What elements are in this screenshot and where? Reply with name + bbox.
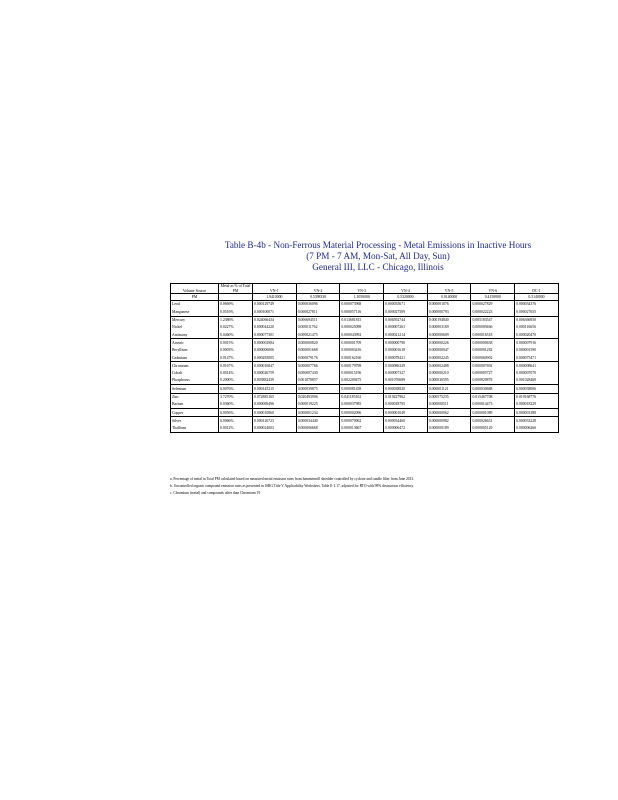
pm-value: 1.9410000	[253, 294, 297, 301]
emission-value: 0.000026631	[471, 417, 515, 425]
metal-name: Cobalt	[172, 371, 183, 376]
metal-pct: 0.2000%	[219, 377, 253, 385]
pm-value: 0.5140000	[515, 294, 559, 301]
emission-value: 0.000019225	[296, 401, 340, 409]
metal-name: Arsenic	[171, 339, 219, 347]
metal-name: Chromium	[171, 362, 219, 370]
metal-pct: 0.0516%	[219, 308, 253, 316]
emission-value: 0.000007430	[296, 370, 340, 377]
table-row	[171, 425, 559, 433]
table-row	[171, 393, 559, 401]
emission-value: 0.000021475	[296, 331, 340, 339]
pm-value: 0.0140000	[427, 294, 471, 301]
emission-value: 0.000100071	[253, 308, 297, 316]
metal-pct: 0.0066%	[219, 417, 253, 425]
header-source: VN-1	[253, 284, 297, 294]
emission-value: 0.000001388	[515, 409, 559, 417]
emission-value: 0.006592744	[384, 316, 428, 324]
emission-value: 0.000000982	[427, 417, 471, 425]
emission-value: 0.000015196	[340, 370, 384, 377]
emission-value: 0.000000609	[427, 331, 471, 339]
metal-pct: 0.0227%	[219, 324, 253, 331]
metal-name: Mercury	[171, 316, 219, 324]
emission-value: 0.000010860	[253, 409, 297, 417]
emission-value: 0.019427962	[384, 393, 428, 401]
emission-value: 0.000002488	[427, 362, 471, 370]
emission-value: 0.000014473	[471, 401, 515, 409]
emission-value: 0.000007692	[471, 362, 515, 370]
table-row	[171, 370, 559, 377]
table-row	[171, 316, 559, 324]
emission-value: 0.000027655	[515, 308, 559, 316]
metal-name: Antimony	[172, 332, 188, 337]
emission-value: 0.000001076	[427, 301, 471, 309]
emission-value: 0.000011762	[296, 324, 340, 331]
emission-value: 0.001076689	[384, 377, 428, 385]
emission-value: 0.000018229	[515, 401, 559, 409]
emission-value: 0.000039875	[296, 385, 340, 393]
table-title-block	[160, 240, 596, 273]
note-a: a. Percentage of metal in Total PM calculated based on measured metal emission rates from hammermill shredder controlled by cyclone and candle filter from June 2013.	[170, 477, 415, 481]
emission-value: 0.000043992	[340, 331, 384, 339]
emission-value: 0.000000210	[427, 370, 471, 377]
metal-pct: 0.0003%	[219, 347, 253, 354]
emission-value: 0.000006472	[384, 425, 428, 433]
emission-value: 0.000034440	[296, 417, 340, 425]
table-row	[171, 409, 559, 417]
emission-value: 0.000024003	[253, 425, 297, 433]
header-source: DC-1	[515, 284, 559, 294]
emission-value: 0.000007261	[384, 324, 428, 331]
emission-value: 0.000038820	[384, 385, 428, 393]
table-row	[171, 347, 559, 354]
emission-value: 0.000285005	[253, 354, 297, 362]
emission-value: 0.000829878	[471, 377, 515, 385]
header-source: VN-2	[296, 284, 340, 294]
metal-name: Lead	[171, 301, 219, 309]
emission-value: 0.000034376	[515, 301, 559, 309]
emission-value: 0.024066434	[253, 316, 297, 324]
emission-value: 0.000027829	[471, 301, 515, 309]
header-volume-source: Volume Source	[182, 288, 207, 293]
emission-value: 0.006694511	[296, 316, 340, 324]
emission-value: 0.000007327	[384, 370, 428, 377]
emission-value: 0.000057116	[340, 308, 384, 316]
table-row	[171, 339, 559, 347]
pm-value: 1.1050000	[340, 294, 384, 301]
emission-value: 0.000000790	[384, 339, 428, 347]
emission-value: 0.001028469	[515, 377, 559, 385]
pm-value: 0.4150000	[471, 294, 515, 301]
table-row	[171, 385, 559, 393]
emission-value: 0.000027509	[384, 308, 428, 316]
emission-value: 0.000027811	[296, 308, 340, 316]
metal-pct: 0.0076%	[219, 385, 253, 393]
emission-value: 0.000000793	[427, 308, 471, 316]
emission-value: 0.000038006	[515, 385, 559, 393]
metal-pct: 0.0669%	[219, 301, 253, 309]
emission-value: 0.000005727	[471, 370, 515, 377]
emission-value: 0.001078857	[296, 377, 340, 385]
emission-value: 0.000022223	[471, 308, 515, 316]
emission-value: 0.000079176	[296, 354, 340, 362]
metal-pct: 0.0460%	[219, 331, 253, 339]
metal-pct: 0.0014%	[219, 370, 253, 377]
metal-pct: 0.0167%	[219, 362, 253, 370]
emission-value: 0.000162160	[340, 354, 384, 362]
emission-value: 0.041185102	[340, 393, 384, 401]
table-subtitle-hours: (7 PM - 7 AM, Mon-Sat, All Day, Sun)	[306, 251, 450, 261]
metal-name: Cadmium	[172, 355, 187, 360]
emission-value: 0.015467708	[471, 393, 515, 401]
emission-value: 0.000044220	[253, 324, 297, 331]
emission-value: 0.000020470	[515, 331, 559, 339]
pm-row-label: PM	[171, 294, 219, 301]
table-row	[171, 308, 559, 316]
table-row	[171, 401, 559, 409]
header-source: VN-4	[384, 284, 428, 294]
emission-value: 0.000021214	[384, 331, 428, 339]
metal-pct: 3.7270%	[219, 393, 253, 401]
emission-value: 0.000002096	[340, 409, 384, 417]
emission-value: 0.000007070	[515, 370, 559, 377]
metal-pct: 0.0056%	[219, 409, 253, 417]
metal-name: Phosphorus	[172, 378, 190, 383]
emission-value: 0.000000189	[427, 425, 471, 433]
metal-name: Nickel	[172, 325, 183, 330]
metal-name: Beryllium	[172, 348, 188, 353]
emission-value: 0.005183547	[471, 316, 515, 324]
table-subtitle-facility: General III, LLC - Chicago, Illinois	[312, 262, 444, 272]
emission-value: 0.000035671	[384, 301, 428, 309]
metal-name: Manganese	[172, 309, 190, 314]
emission-value: 0.000013667	[340, 425, 384, 433]
metal-pct: 0.0015%	[219, 339, 253, 347]
table-body	[171, 301, 559, 433]
table-row	[171, 377, 559, 385]
header-source: VN-5	[427, 284, 471, 294]
emission-value: 0.020493906	[296, 393, 340, 401]
emission-value: 0.000000820	[296, 339, 340, 347]
emission-value: 0.000001709	[340, 339, 384, 347]
pm-value: 0.5320000	[384, 294, 428, 301]
emission-value: 0.000036096	[296, 301, 340, 309]
header-source: VN-6	[471, 284, 515, 294]
emission-value: 0.000007766	[296, 362, 340, 370]
emission-value: 0.000073968	[340, 301, 384, 309]
table-row	[171, 324, 559, 331]
emission-value: 0.000037985	[340, 401, 384, 409]
emission-value: 0.000006266	[515, 425, 559, 433]
metal-pct: 1.2386%	[219, 316, 253, 324]
emission-value: 0.072885165	[253, 393, 297, 401]
emission-value: 0.000026759	[253, 370, 297, 377]
table-row	[171, 331, 559, 339]
table-row	[171, 417, 559, 425]
emission-value: 0.000003416	[340, 347, 384, 354]
pm-value: 0.5398330	[296, 294, 340, 301]
pm-row-pct	[219, 294, 253, 301]
emission-value: 0.000001618	[384, 347, 428, 354]
emission-value: 0.000033228	[515, 417, 559, 425]
emission-value: 0.000005129	[471, 425, 515, 433]
emission-value: 0.000016847	[253, 362, 297, 370]
note-c: c. Chromium (metal) and compounds other than Chromium VI	[170, 491, 261, 496]
emission-value: 0.000126723	[253, 417, 297, 425]
emission-value: 0.000075471	[515, 354, 559, 362]
emission-value: 0.000003169	[427, 324, 471, 331]
emission-value: 0.000081458	[340, 385, 384, 393]
metal-pct: 0.0147%	[219, 354, 253, 362]
emissions-table-container	[170, 283, 558, 433]
emission-value: 0.000001282	[471, 347, 515, 354]
emission-value: 0.000078421	[384, 354, 428, 362]
emission-value: 0.000016518	[471, 331, 515, 339]
emission-value: 0.000006006	[253, 347, 297, 354]
metal-name: Selenium	[171, 385, 219, 393]
table-row	[171, 301, 559, 309]
emission-value: 0.000001668	[296, 347, 340, 354]
emission-value: 0.000009466	[471, 324, 515, 331]
emission-value: 0.000000226	[427, 339, 471, 347]
emission-value: 0.006366950	[515, 316, 559, 324]
header-metal-pct: Metal as % of Total PM	[219, 284, 253, 294]
emission-value: 0.000034460	[384, 417, 428, 425]
header-source: VN-3	[340, 284, 384, 294]
emission-value: 0.000018795	[384, 401, 428, 409]
emission-value: 0.000000638	[471, 339, 515, 347]
note-b: b. Uncontrolled organic compound emission rates as presented in ISRG Title V Applicability Worksheet, Table E-1.17, adjusted for RTO with 98% destruction efficiency.	[170, 484, 414, 489]
emission-value: 0.000194840	[427, 316, 471, 324]
emission-value: 0.000086329	[384, 362, 428, 370]
metal-name: Thallium	[172, 426, 186, 431]
emission-value: 0.002209475	[340, 377, 384, 385]
metal-pct: 0.0360%	[219, 401, 253, 409]
emission-value: 0.000000062	[427, 409, 471, 417]
emission-value: 0.000069496	[253, 401, 297, 409]
table-title: Table B-4b - Non-Ferrous Material Processing - Metal Emissions in Inactive Hours	[224, 240, 532, 250]
emission-value: 0.000001234	[296, 409, 340, 417]
emission-value: 0.000001049	[384, 409, 428, 417]
table-row	[171, 354, 559, 362]
emission-value: 0.000001121	[427, 385, 471, 393]
metal-name: Copper	[171, 409, 219, 417]
emission-value: 0.000001590	[515, 347, 559, 354]
emission-value: 0.000129749	[253, 301, 297, 309]
emission-value: 0.000179798	[340, 362, 384, 370]
emission-value: 0.019168776	[515, 393, 559, 401]
emission-value: 0.000030668	[471, 385, 515, 393]
emission-value: 0.000116656	[515, 324, 559, 331]
metal-name: Zinc	[171, 393, 219, 401]
emission-value: 0.000030595	[427, 377, 471, 385]
emission-value: 0.000006668	[296, 425, 340, 433]
table-row	[171, 362, 559, 370]
emission-value: 0.000060902	[471, 354, 515, 362]
emission-value: 0.000000047	[427, 347, 471, 354]
emission-value: 0.000001089	[471, 409, 515, 417]
emission-value: 0.000077301	[253, 331, 297, 339]
emission-value: 0.000002245	[427, 354, 471, 362]
emission-value: 0.000145215	[253, 385, 297, 393]
emission-value: 0.000025098	[340, 324, 384, 331]
emission-value: 0.000070962	[340, 417, 384, 425]
table-notes	[170, 476, 570, 498]
emission-value: 0.000002984	[253, 339, 297, 347]
metal-pct: 0.0012%	[219, 425, 253, 433]
emissions-table	[170, 283, 559, 433]
metal-name: Silver	[171, 417, 219, 425]
emission-value: 0.000000511	[427, 401, 471, 409]
emission-value: 0.000575235	[427, 393, 471, 401]
emission-value: 0.000007916	[515, 339, 559, 347]
emission-value: 0.003882439	[253, 377, 297, 385]
emission-value: 0.013681815	[340, 316, 384, 324]
emission-value: 0.000008641	[515, 362, 559, 370]
metal-name: Barium	[172, 402, 184, 407]
